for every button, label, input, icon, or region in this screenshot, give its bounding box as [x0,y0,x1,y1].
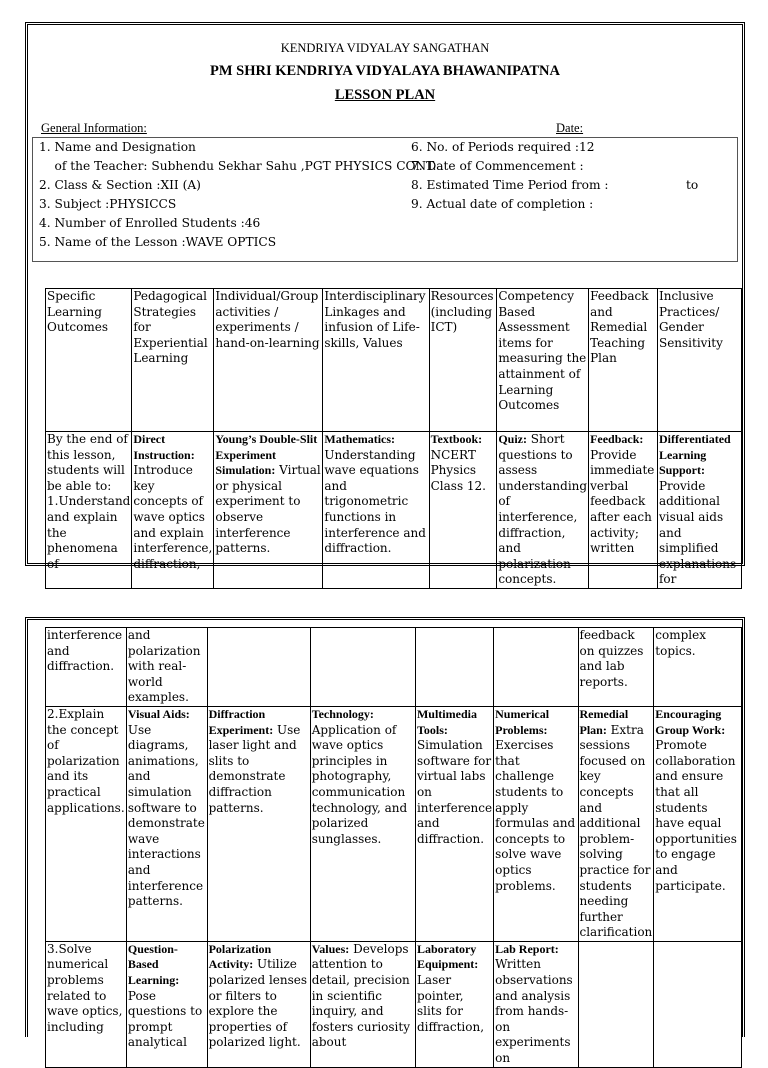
cell-heading: Encouraging Group Work: [655,706,726,737]
table-cell [415,628,493,707]
general-info-box [32,137,738,262]
table-cell [589,432,658,589]
info-line: 9. Actual date of completion : [411,197,594,211]
cell-heading: Laboratory Equipment: [416,941,479,972]
lesson-plan-table-page1 [45,288,742,589]
cell-heading: Mathematics: [324,432,396,446]
table-cell [494,706,578,941]
info-line: 3. Subject :PHYSICCS [39,197,177,211]
table-cell [494,941,578,1067]
cell-heading: Question-Based Learning: [127,941,180,988]
cell-text: Written observations and analysis from hands-on experiments on [495,957,573,1066]
table-cell [214,432,323,589]
table-cell [578,628,654,707]
cell-text: and polarization with real-world examples. [127,628,201,705]
table-row [46,706,742,941]
table-cell [578,941,654,1067]
table-cell [497,432,589,589]
table-cell [415,941,493,1067]
table-cell [415,706,493,941]
table-cell [46,941,127,1067]
cell-text: Provide immediate verbal feedback after each activity; written [590,447,655,556]
cell-text: interference and diffraction. [47,628,123,674]
column-header: Interdisciplinary Linkages and infusion of Life-skills, Values [323,289,429,432]
cell-text: Exercises that challenge students to apply formulas and concepts to solve wave optics problems. [495,738,576,893]
column-header: Individual/Group activities / experiments / hand-on-learning [214,289,323,432]
column-header: Pedagogical Strategies for Experiential Learning [132,289,214,432]
info-line: 2. Class & Section :XII (A) [39,178,201,192]
cell-text: Introduce key concepts of wave optics and explain interference, diffraction, [133,463,213,571]
cell-text: 3.Solve numerical problems related to wave optics, including [47,941,123,1034]
table-cell [494,628,578,707]
table-cell [126,628,207,707]
cell-heading: Lab Report: [495,941,559,956]
cell-text: Application of wave optics principles in photography, communication technology, and polarized sunglasses. [311,722,408,846]
table-row [46,432,742,589]
cell-text: Simulation software for virtual labs on interference and diffraction. [416,738,493,846]
cell-heading: Textbook: [430,432,483,446]
table-cell [46,432,132,589]
cell-heading: Visual Aids: [127,706,190,721]
cell-text: Utilize polarized lenses or filters to explore the properties of polarized light. [208,957,308,1050]
table-cell [657,432,741,589]
table-cell [207,941,310,1067]
table-cell [126,941,207,1067]
cell-heading: Differentiated Learning Support: [658,432,731,478]
info-left [39,138,436,252]
cell-text: feedback on quizzes and lab reports. [579,628,644,689]
column-header: Inclusive Practices/ Gender Sensitivity [657,289,741,432]
cell-text: Virtual or physical experiment to observe interference patterns. [215,463,321,556]
table-cell [578,706,654,941]
column-header: Resources (including ICT) [429,289,497,432]
cell-heading: Technology: [311,706,374,721]
table-cell [654,706,742,941]
cell-text: By the end of this lesson, students will be able to: 1.Understand and explain the phenomena of [47,432,131,571]
info-line: of the Teacher: Subhendu Sekhar Sahu ,PGT PHYSICS CONT. [39,159,437,173]
table-cell [310,941,415,1067]
cell-text: Develops attention to detail, precision in scientific inquiry, and fosters curiosity about [311,941,410,1050]
cell-text: Extra sessions focused on key concepts and additional problem-solving practice for students needing further clarification [579,722,653,940]
cell-text: Short questions to assess understanding of interference, diffraction, and polarization concepts. [498,432,588,587]
table-cell [126,706,207,941]
date-label: Date: [556,121,584,135]
cell-heading: Multimedia Tools: [416,706,477,737]
cell-heading: Feedback: [590,432,644,446]
cell-heading: Polarization Activity: [208,941,272,972]
table-row [46,941,742,1067]
cell-text: NCERT Physics Class 12. [430,447,486,493]
cell-text: Provide additional visual aids and simplified explanations for [658,478,737,587]
cell-text: Promote collaboration and ensure that all students have equal opportunities to engage and participate. [655,738,737,893]
lesson-plan-table-page2 [45,627,742,1068]
org-name: KENDRIYA VIDYALAY SANGATHAN [280,41,490,55]
table-cell [654,941,742,1067]
cell-heading: Direct Instruction: [133,432,195,462]
cell-text: complex topics. [655,628,706,658]
table-cell [46,628,127,707]
cell-text: Use diagrams, animations, and simulation software to demonstrate wave interactions and interference patterns. [127,722,205,909]
cell-text: 2.Explain the concept of polarization and its practical applications. [47,706,125,815]
cell-heading: Quiz: [498,432,527,446]
table-cell [310,628,415,707]
table-cell [429,432,497,589]
info-right [411,138,698,214]
page-2 [25,617,745,1066]
column-header: Feedback and Remedial Teaching Plan [589,289,658,432]
page-1 [25,22,745,587]
school-name: PM SHRI KENDRIYA VIDYALAYA BHAWANIPATNA [210,63,560,79]
general-info-label: General Information: [41,121,147,135]
info-line: 4. Number of Enrolled Students :46 [39,216,261,230]
table-row [46,628,742,707]
cell-text: Use laser light and slits to demonstrate diffraction patterns. [208,722,301,815]
cell-heading: Diffraction Experiment: [208,706,274,737]
table-cell [46,706,127,941]
table-cell [310,706,415,941]
table-cell [323,432,429,589]
column-header: Specific Learning Outcomes [46,289,132,432]
cell-heading: Values: [311,941,350,956]
info-line: 1. Name and Designation [39,140,196,154]
info-line: 6. No. of Periods required :12 [411,140,595,154]
table-cell [132,432,214,589]
table-cell [207,628,310,707]
cell-heading: Numerical Problems: [495,706,550,737]
table-cell [207,706,310,941]
table-cell [654,628,742,707]
info-line: 8. Estimated Time Period from : to [411,178,699,192]
cell-heading: Young’s Double-Slit Experiment Simulation: [215,432,318,478]
cell-text: Laser pointer, slits for diffraction, [416,973,485,1034]
cell-heading: Remedial Plan: [579,706,629,737]
info-line: 5. Name of the Lesson :WAVE OPTICS [39,235,277,249]
info-line: 7. Date of Commencement : [411,159,584,173]
cell-text: Pose questions to prompt analytical [127,988,203,1050]
document-title: LESSON PLAN [334,87,436,103]
cell-text: Understanding wave equations and trigonometric functions in interference and diffraction. [324,447,426,556]
column-header: Competency Based Assessment items for measuring the attainment of Learning Outcomes [497,289,589,432]
header-row [46,289,742,432]
